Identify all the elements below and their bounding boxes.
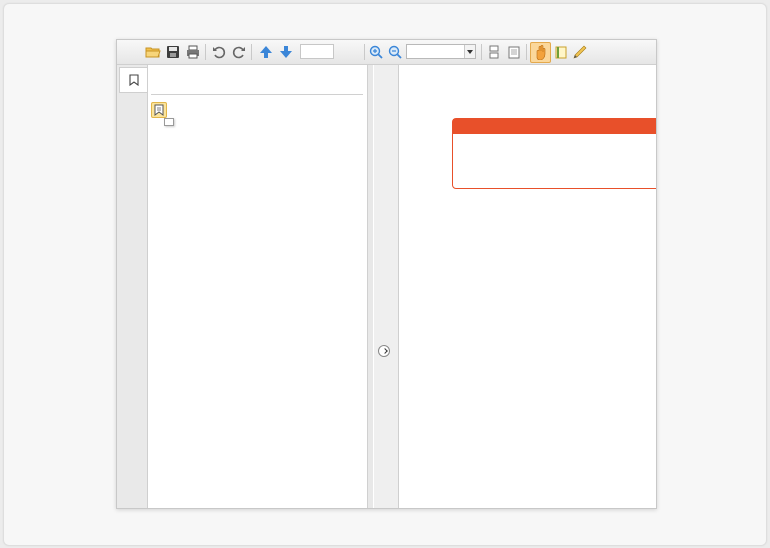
pan-tool-button[interactable] — [530, 42, 551, 63]
single-page-icon[interactable] — [486, 44, 502, 60]
open-folder-icon[interactable] — [145, 44, 161, 60]
page-up-icon[interactable] — [258, 44, 274, 60]
document-page — [399, 65, 656, 508]
page-down-icon[interactable] — [278, 44, 294, 60]
zoom-out-icon[interactable] — [387, 44, 403, 60]
find-current-bookmark-button[interactable] — [151, 102, 167, 118]
toolbar-separator — [205, 44, 206, 60]
pan-tool-icon — [532, 44, 548, 60]
divider — [151, 94, 363, 95]
zoom-select[interactable] — [406, 44, 476, 59]
collapse-panel-button[interactable] — [378, 345, 390, 357]
toolbar — [117, 40, 656, 65]
panel-splitter[interactable] — [367, 65, 373, 508]
page-number-input[interactable] — [300, 44, 334, 59]
save-icon[interactable] — [165, 44, 181, 60]
chevron-down-icon[interactable] — [464, 45, 475, 58]
tip-header — [453, 119, 656, 134]
toolbar-separator — [251, 44, 252, 60]
toolbar-separator — [481, 44, 482, 60]
redo-icon[interactable] — [231, 44, 247, 60]
bookmarks-panel — [148, 65, 374, 508]
print-icon[interactable] — [185, 44, 201, 60]
select-tool-icon[interactable] — [553, 44, 569, 60]
bookmarks-tab[interactable] — [119, 67, 147, 93]
annotate-tool-icon[interactable] — [572, 44, 588, 60]
panel-tab-strip — [117, 65, 148, 508]
undo-icon[interactable] — [211, 44, 227, 60]
zoom-in-icon[interactable] — [368, 44, 384, 60]
panel-gutter — [374, 65, 399, 508]
tip-box — [452, 118, 656, 189]
tooltip — [164, 118, 174, 126]
toolbar-separator — [364, 44, 365, 60]
pdf-viewer-window — [116, 39, 657, 509]
bookmark-icon — [129, 74, 139, 86]
toolbar-separator — [526, 44, 527, 60]
bookmark-search-icon — [154, 104, 164, 116]
two-page-icon[interactable] — [506, 44, 522, 60]
